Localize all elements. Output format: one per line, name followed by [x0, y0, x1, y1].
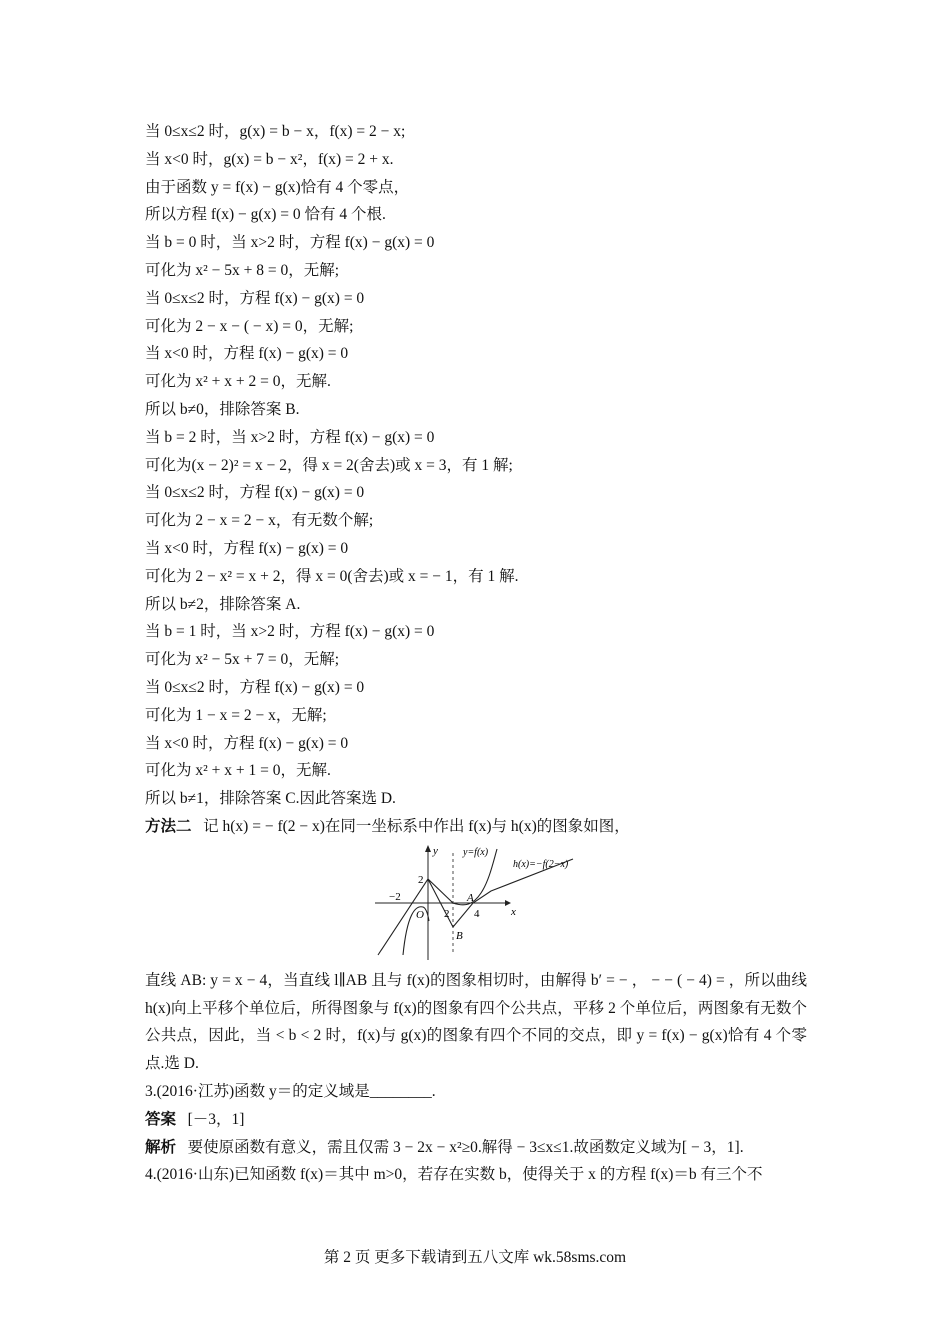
text-line: 当 b = 1 时，当 x>2 时，方程 f(x) − g(x) = 0	[145, 623, 435, 641]
tick-2-y: 2	[418, 873, 424, 886]
answer-label: 答案	[145, 1110, 177, 1128]
text-line: 所以 b≠2，排除答案 A.	[145, 595, 301, 613]
text-line: 可化为 x² − 5x + 7 = 0，无解;	[145, 651, 340, 669]
analysis-label: 解析	[145, 1138, 177, 1156]
text-line: 当 0≤x≤2 时，方程 f(x) − g(x) = 0	[145, 484, 365, 502]
text-line: 可化为 2 − x² = x + 2，得 x = 0(舍去)或 x = − 1，有 1 解.	[145, 567, 519, 585]
text-line: 当 x<0 时，方程 f(x) − g(x) = 0	[145, 734, 349, 752]
text-line: 当 0≤x≤2 时，g(x) = b − x，f(x) = 2 − x;	[145, 123, 406, 140]
text-line: 当 0≤x≤2 时，方程 f(x) − g(x) = 0	[145, 289, 365, 307]
y-axis-arrow	[425, 845, 431, 852]
answer-line	[145, 1106, 807, 1134]
analysis-line	[145, 1134, 807, 1162]
text-line: 当 b = 0 时，当 x>2 时，方程 f(x) − g(x) = 0	[145, 234, 435, 252]
method-two-text: 记 h(x) = − f(2 − x)在同一坐标系中作出 f(x)与 h(x)的图象如图，	[203, 817, 630, 835]
graph-figure	[145, 843, 807, 963]
fx-middle-segment	[428, 879, 453, 903]
text-line: 当 0≤x≤2 时，方程 f(x) − g(x) = 0	[145, 678, 365, 696]
text-line: 当 x<0 时，g(x) = b − x²，f(x) = 2 + x.	[145, 150, 394, 168]
y-axis-label: y	[433, 844, 438, 857]
question-3: 3.(2016·江苏)函数 y＝的定义域是________.	[145, 1082, 436, 1100]
document-body	[145, 118, 807, 1189]
text-line: 可化为 1 − x = 2 − x，无解;	[145, 706, 327, 724]
explanation-paragraph: 直线 AB: y = x − 4，当直线 l∥AB 且与 f(x)的图象相切时，由解得 b′ = − ， − − ( − 4) = ，所以曲线 h(x)向上平移个单位后，所得图象与 f(x)的图象有四个公共点，平移 2 个单位后，两图象有无数个公共点，因此，当 < b < 2 时，f(x)与 g(x)的图象有四个不同的交点，即 y = f(x) − g(x)恰有 4 个零点.选 D.	[145, 971, 807, 1073]
text-line: 可化为(x − 2)² = x − 2，得 x = 2(舍去)或 x = 3，有 1 解;	[145, 456, 513, 474]
x-axis-label: x	[511, 905, 516, 918]
point-b-label: B	[456, 929, 463, 942]
tick-2-x: 2	[444, 907, 450, 920]
answer-value: [－3，1]	[187, 1110, 245, 1128]
method-two-line	[145, 813, 807, 841]
method-two-label: 方法二	[145, 817, 192, 835]
text-line: 可化为 x² + x + 2 = 0，无解.	[145, 373, 331, 391]
page-footer: 第 2 页 更多下载请到五八文库 wk.58sms.com	[323, 1249, 627, 1266]
tick-4: 4	[474, 907, 480, 920]
text-line: 可化为 2 − x = 2 − x，有无数个解;	[145, 512, 374, 530]
text-line: 由于函数 y = f(x) − g(x)恰有 4 个零点，	[145, 178, 410, 196]
text-line: 当 x<0 时，方程 f(x) − g(x) = 0	[145, 345, 349, 363]
text-line: 可化为 2 − x − ( − x) = 0，无解;	[145, 317, 354, 335]
origin-label: O	[416, 908, 424, 921]
tick-neg2: −2	[389, 890, 401, 903]
function-graph	[373, 843, 583, 963]
text-line: 所以 b≠0，排除答案 B.	[145, 400, 300, 418]
text-line: 所以 b≠1，排除答案 C.因此答案选 D.	[145, 790, 396, 808]
hx-curve	[378, 859, 573, 955]
text-line: 可化为 x² − 5x + 8 = 0，无解;	[145, 261, 340, 279]
hx-label: h(x)=−f(2−x)	[513, 858, 569, 870]
text-line: 当 x<0 时，方程 f(x) − g(x) = 0	[145, 539, 349, 557]
text-line: 当 b = 2 时，当 x>2 时，方程 f(x) − g(x) = 0	[145, 428, 435, 446]
point-a-label: A	[467, 891, 474, 904]
text-line: 可化为 x² + x + 1 = 0，无解.	[145, 762, 331, 780]
analysis-text: 要使原函数有意义，需且仅需 3 − 2x − x²≥0.解得 − 3≤x≤1.故函数定义域为[ − 3，1].	[187, 1138, 744, 1156]
text-line: 所以方程 f(x) − g(x) = 0 恰有 4 个根.	[145, 206, 386, 224]
fx-label: y=f(x)	[463, 846, 489, 858]
question-4: 4.(2016·山东)已知函数 f(x)＝其中 m>0，若存在实数 b，使得关于 x 的方程 f(x)＝b 有三个不	[145, 1166, 763, 1184]
